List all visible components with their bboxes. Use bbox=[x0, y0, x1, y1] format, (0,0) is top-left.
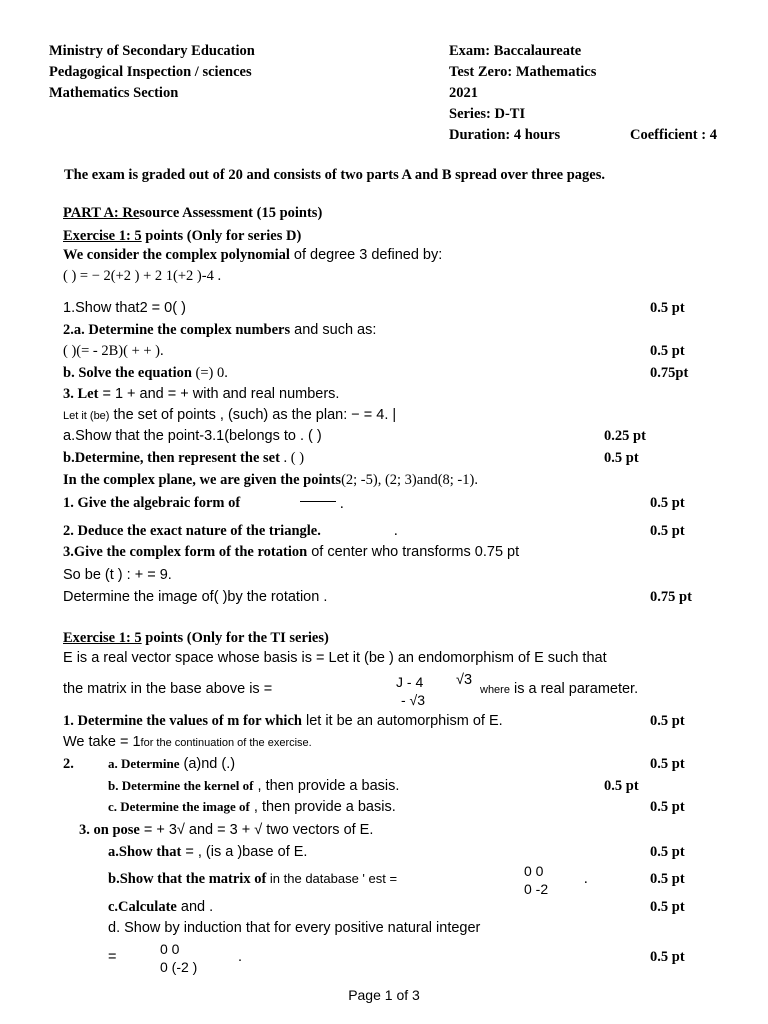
ex2-q3a-points: 0.5 pt bbox=[650, 844, 685, 860]
ex2-q3d-matrix-row1: 0 0 bbox=[160, 941, 180, 957]
ex1-q2a-equation: ( )(= - 2B)( + + ). bbox=[63, 343, 164, 359]
ex2-sqrt3: √3 bbox=[456, 672, 473, 688]
ex1-q3a-points: 0.25 pt bbox=[604, 428, 646, 444]
ex2-q3b-matrix-row2: 0 -2 bbox=[524, 881, 549, 897]
ex2-q3d: d. Show by induction that for every positive natural integer bbox=[108, 920, 481, 936]
header-inspection: Pedagogical Inspection / sciences bbox=[49, 64, 252, 80]
header-duration-row bbox=[449, 125, 749, 146]
ex1-p3: 3.Give the complex form of the rotation of center who transforms 0.75 pt bbox=[63, 544, 520, 560]
ex2-take: We take = 1for the continuation of the exercise. bbox=[63, 734, 312, 750]
ex2-q2b-points: 0.5 pt bbox=[604, 778, 639, 794]
ex2-q3: 3. on pose = + 3√ and = 3 + √ two vectors of E. bbox=[79, 822, 374, 838]
ex1-q1: 1.Show that2 = 0( ) bbox=[63, 300, 186, 316]
ex1-q2b: b. Solve the equation (=) 0. bbox=[63, 365, 228, 381]
ex2-matrix-row1: J - 4 bbox=[396, 674, 424, 690]
ex2-q3d-end: . bbox=[238, 949, 243, 965]
ex1-q3-let: Let it (be) the set of points , (such) as the plan: − = 4. | bbox=[63, 407, 397, 423]
ex1-complex-plane: In the complex plane, we are given the points(2; -5), (2; 3)and(8; -1). bbox=[63, 472, 478, 488]
ex1-q1-points: 0.5 pt bbox=[650, 300, 685, 316]
ex2-q3b: b.Show that the matrix of in the database ' est = bbox=[108, 871, 398, 887]
ex1-q2a: 2.a. Determine the complex numbers and such as: bbox=[63, 322, 377, 338]
page-footer: Page 1 of 3 bbox=[348, 987, 420, 1003]
part-a-heading: PART A: Resource Assessment (15 points) bbox=[63, 205, 323, 221]
ex1-q3b: b.Determine, then represent the set . ( ) bbox=[63, 450, 305, 466]
ex2-q3c: c.Calculate and . bbox=[108, 899, 214, 915]
exam-intro: The exam is graded out of 20 and consists of two parts A and B spread over three pages. bbox=[64, 167, 605, 183]
ex1-determine-image: Determine the image of( )by the rotation . bbox=[63, 589, 328, 605]
ex2-q2c-points: 0.5 pt bbox=[650, 799, 685, 815]
ex1-p1: 1. Give the algebraic form of bbox=[63, 495, 241, 511]
ex1-p2-dot: . bbox=[394, 523, 398, 539]
header-ministry: Ministry of Secondary Education bbox=[49, 43, 255, 59]
header-institution bbox=[49, 41, 255, 104]
ex1-q3: 3. Let = 1 + and = + with and real numbers. bbox=[63, 386, 340, 402]
ex2-q3b-matrix-row1: 0 0 bbox=[524, 863, 544, 879]
ex1-p1-dot: . bbox=[340, 496, 344, 512]
ex1-polynomial: ( ) = − 2(+2 ) + 2 1(+2 )-4 . bbox=[63, 268, 222, 284]
ex2-line2: the matrix in the base above is = bbox=[63, 681, 273, 697]
ex2-q2c: c. Determine the image of , then provide a basis. bbox=[108, 799, 396, 815]
header-exam: Exam: Baccalaureate bbox=[449, 43, 582, 59]
header-test: Test Zero: Mathematics bbox=[449, 64, 597, 80]
ex2-q3d-equation: = bbox=[108, 949, 117, 965]
ex2-q3b-dot: . bbox=[584, 871, 588, 887]
header-year: 2021 bbox=[449, 85, 478, 101]
ex2-where: where is a real parameter. bbox=[480, 681, 639, 697]
ex1-q3a: a.Show that the point-3.1(belongs to . ( ) bbox=[63, 428, 322, 444]
ex1-q2b-points: 0.75pt bbox=[650, 365, 689, 381]
ex1-q2a-points: 0.5 pt bbox=[650, 343, 685, 359]
ex2-q2a-points: 0.5 pt bbox=[650, 756, 685, 772]
header-exam-info bbox=[449, 41, 749, 146]
ex2-q3d-matrix bbox=[160, 940, 197, 976]
ex2-q2b: b. Determine the kernel of , then provide a basis. bbox=[108, 778, 400, 794]
ex1-determine-points: 0.75 pt bbox=[650, 589, 692, 605]
ex2-matrix-row2: - √3 bbox=[401, 692, 426, 708]
ex1-so-be: So be (t ) : + = 9. bbox=[63, 567, 172, 583]
header-section: Mathematics Section bbox=[49, 85, 179, 101]
header-series: Series: D-TI bbox=[449, 106, 526, 122]
ex2-q1-points: 0.5 pt bbox=[650, 713, 685, 729]
ex1-p2: 2. Deduce the exact nature of the triangle. bbox=[63, 523, 321, 539]
ex1-p2-points: 0.5 pt bbox=[650, 523, 685, 539]
ex2-q3b-points: 0.5 pt bbox=[650, 871, 685, 887]
ex2-matrix bbox=[396, 673, 425, 709]
ex2-q3d-matrix-row2: 0 (-2 ) bbox=[160, 959, 198, 975]
ex2-q3c-points: 0.5 pt bbox=[650, 899, 685, 915]
exercise-1-heading: Exercise 1: 5 points (Only for series D) bbox=[63, 228, 302, 244]
ex2-q3d-points: 0.5 pt bbox=[650, 949, 685, 965]
ex2-line1: E is a real vector space whose basis is = Let it (be ) an endomorphism of E such that bbox=[63, 650, 607, 666]
ex2-q2a: a. Determine (a)nd (.) bbox=[108, 756, 236, 772]
ex1-q3b-points: 0.5 pt bbox=[604, 450, 639, 466]
header-duration: Duration: 4 hours bbox=[449, 127, 561, 143]
ex1-line1: We consider the complex polynomial of degree 3 defined by: bbox=[63, 247, 443, 263]
ex1-p1-points: 0.5 pt bbox=[650, 495, 685, 511]
exercise-ti-heading: Exercise 1: 5 points (Only for the TI series) bbox=[63, 630, 329, 646]
ex2-q1: 1. Determine the values of m for which let it be an automorphism of E. bbox=[63, 713, 503, 729]
ex2-q2: 2. bbox=[63, 756, 74, 772]
ex2-q3b-matrix bbox=[524, 862, 548, 898]
header-coefficient: Coefficient : 4 bbox=[630, 127, 717, 143]
ex2-q3a: a.Show that = , (is a )base of E. bbox=[108, 844, 308, 860]
ex1-p1-fraction bbox=[300, 491, 336, 502]
